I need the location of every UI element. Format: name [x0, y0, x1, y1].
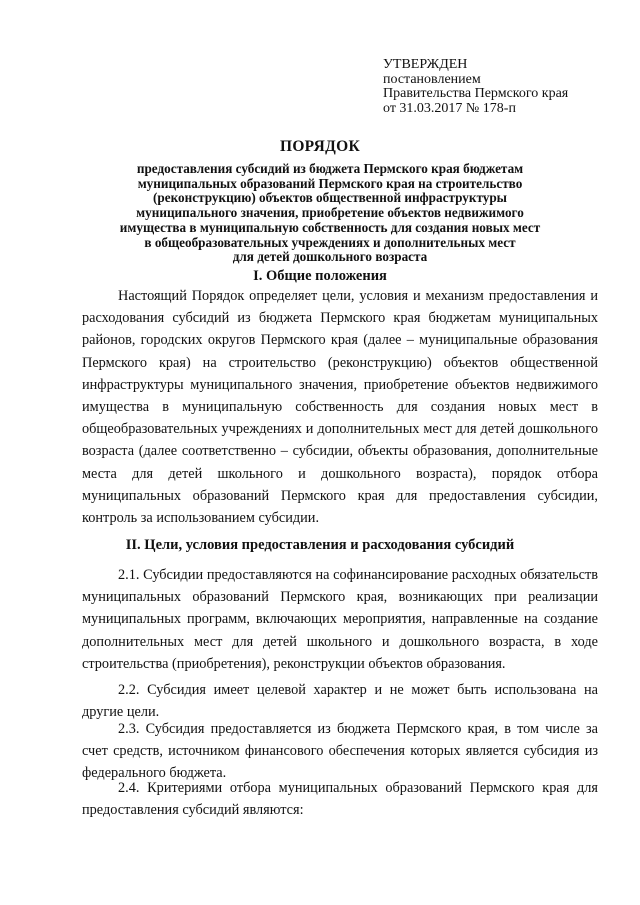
document-subtitle: [100, 162, 560, 265]
subtitle-line: муниципального значения, приобретение объектов недвижимого: [136, 205, 524, 221]
paragraph-2-2: 2.2. Субсидия имеет целевой характер и не может быть использована на другие цели.: [82, 682, 598, 721]
stamp-government: Правительства Пермского края: [383, 86, 569, 101]
subtitle-line: муниципальных образований Пермского края на строительство: [137, 175, 523, 191]
section-heading-general: I. Общие положения: [253, 268, 387, 284]
subtitle-line: в общеобразовательных учреждениях и дополнительных мест: [144, 234, 516, 250]
subtitle-line: (реконструкцию) объектов общественной инфраструктуры: [153, 190, 507, 206]
approval-stamp: [383, 58, 568, 116]
stamp-date-number: от 31.03.2017 № 178-п: [383, 100, 516, 116]
stamp-resolution: постановлением: [383, 71, 481, 87]
paragraph-2-1: 2.1. Субсидии предоставляются на софинансирование расходных обязательств муниципальных образований Пермского края, возникающих при реализации муниципальных программ, включающих мероприятия, направленные на создание дополнительных мест для детей школьного и дошкольного возраста, в ходе строительства (приобретения), реконструкции объектов образования.: [82, 567, 598, 672]
subtitle-line: предоставления субсидий из бюджета Пермского края бюджетам: [136, 161, 524, 176]
subtitle-line: для детей дошкольного возраста: [232, 249, 428, 265]
paragraph-2-4: 2.4. Критериями отбора муниципальных образований Пермского края для предоставления субсидий являются:: [82, 780, 598, 819]
paragraph-general-provisions: Настоящий Порядок определяет цели, условия и механизм предоставления и расходования субсидий из бюджета Пермского края бюджетам муниципальных районов, городских округов Пермского края (далее – муниципальные образования Пермского края) на строительство (реконструкцию) объектов общественной инфраструктуры муниципального значения, приобретение объектов недвижимого имущества в муниципальную собственность для создания новых мест в общеобразовательных учреждениях и дополнительных мест для детей дошкольного возраста (далее соответственно – субсидии, объекты образования, дополнительные места для детей школьного и дошкольного возраста), порядок отбора муниципальных образований Пермского края для предоставления субсидии, контроль за использованием субсидии.: [82, 288, 598, 527]
subtitle-line: имущества в муниципальную собственность для создания новых мест: [119, 219, 541, 235]
section-heading-goals: II. Цели, условия предоставления и расходования субсидий: [125, 537, 515, 553]
paragraph-2-3: 2.3. Субсидия предоставляется из бюджета Пермского края, в том числе за счет средств, источником финансового обеспечения которых является субсидия из федерального бюджета.: [82, 721, 598, 782]
document-title: ПОРЯДОК: [279, 138, 361, 155]
stamp-approved: УТВЕРЖДЕН: [383, 57, 468, 72]
